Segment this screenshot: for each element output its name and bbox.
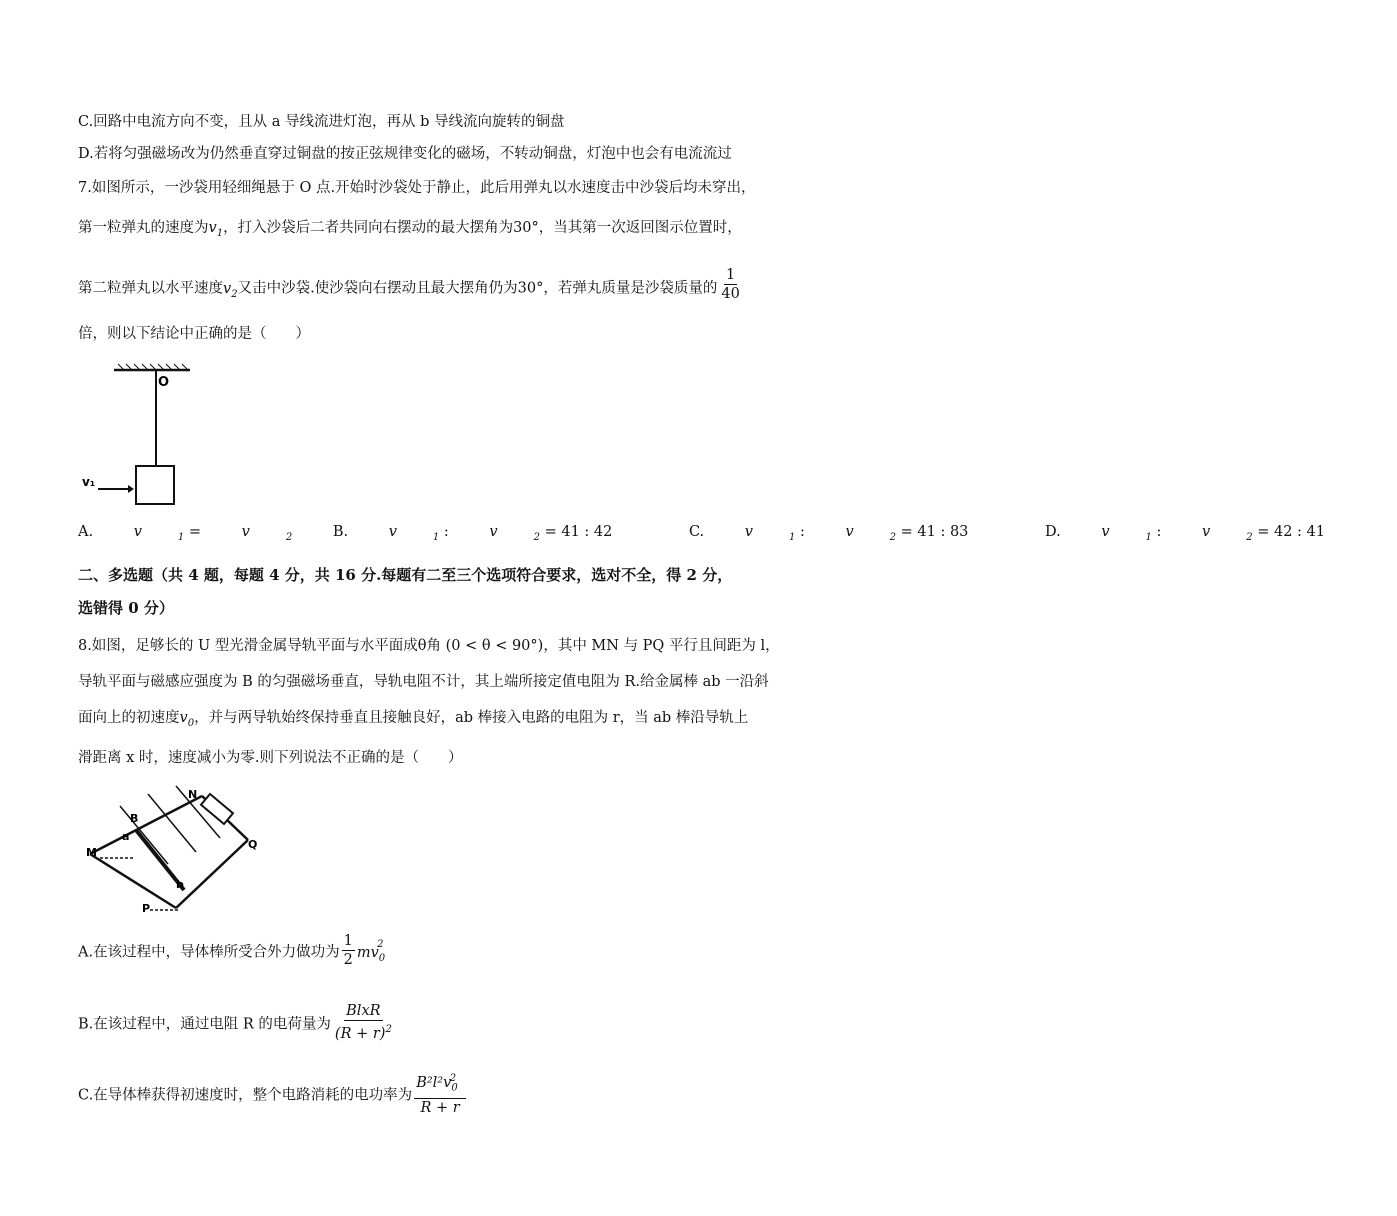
q7-option-a: A. v $_1$ = v $_2$ [78, 524, 293, 543]
q7-option-b: B. v $_1$ : v $_2$ = 41 : 42 [332, 524, 613, 543]
label-p: P [142, 902, 151, 915]
q6-option-c: C.回路中电流方向不变，且从 a 导线流进灯泡，再从 b 导线流向旋转的铜盘 [78, 114, 565, 130]
label-m: M [86, 846, 97, 859]
label-n: N [188, 788, 198, 801]
label-b: B [130, 812, 139, 825]
q7-line-4: 倍，则以下结论中正确的是（ ） [78, 326, 310, 342]
label-b2: b [176, 878, 184, 891]
q7-line-3a: 第二粒弹丸以水平速度 [78, 280, 223, 297]
label-a: a [122, 830, 130, 843]
var-v1: $v_1$ [208, 220, 224, 239]
q7-line-2a: 第一粒弹丸的速度为 [78, 220, 209, 236]
fraction-1-40: $\frac{1}{40}$ [721, 267, 740, 302]
q8-option-c: C.在导体棒获得初速度时，整个电路消耗的电功率为 $\frac{B^2l^2v_0^2}{R + r}$ [78, 1072, 820, 1119]
q8-line-1: 8.如图，足够长的 U 型光滑金属导轨平面与水平面成θ角 (0 < θ < 90°)，其中 MN 与 PQ 平行且间距为 l， [78, 638, 780, 654]
label-v1: v₁ [82, 475, 96, 489]
q8-line-2: 导轨平面与磁感应强度为 B 的匀强磁场垂直，导轨电阻不计，其上端所接定值电阻为 R.给金属棒 ab 一沿斜 [78, 674, 769, 690]
section-2-heading-2: 选错得 0 分） [78, 599, 174, 617]
pendulum-figure [78, 360, 218, 510]
label-o: O [158, 375, 170, 390]
var-v2: $v_2$ [223, 280, 238, 300]
q8-line-3: 面向上的初速度$v_0$，并与两导轨始终保持垂直且接触良好，ab 棒接入电路的电阻为 r，当 ab 棒沿导轨上 [78, 710, 749, 729]
q6-option-d: D.若将匀强磁场改为仍然垂直穿过铜盘的按正弦规律变化的磁场，不转动铜盘，灯泡中也会有电流流过 [78, 146, 732, 162]
q7-line-3 [78, 267, 820, 307]
q8-line-4: 滑距离 x 时，速度减小为零.则下列说法不正确的是（ ） [78, 750, 463, 766]
section-2-heading-1: 二、多选题（共 4 题，每题 4 分，共 16 分.每题有二至三个选项符合要求，选对不全，得 2 分， [78, 566, 733, 584]
q7-line-1: 7.如图所示，一沙袋用轻细绳悬于 O 点.开始时沙袋处于静止，此后用弹丸以水速度击中沙袋后均未穿出， [78, 180, 756, 196]
q8-option-b: B.在该过程中，通过电阻 R 的电荷量为 $\frac{\text{BlxR}}{(R + r)^2}$ [78, 1003, 392, 1042]
label-q: Q [248, 838, 258, 851]
rail-figure [80, 782, 260, 914]
q7-options [78, 522, 1325, 548]
q7-line-3b: 又击中沙袋.使沙袋向右摆动且最大摆角仍为30°，若弹丸质量是沙袋质量的 [237, 280, 718, 297]
q8-option-a: A.在该过程中，导体棒所受合外力做功为 $\frac{1}{2}$ $mv_0^2$ [78, 933, 386, 968]
q7-option-d: D. v $_1$ : v $_2$ = 42 : 41 [1045, 524, 1325, 543]
q7-line-2b: ，打入沙袋后二者共同向右摆动的最大摆角为30°，当其第一次返回图示位置时， [223, 220, 742, 236]
q7-option-c: C. v $_1$ : v $_2$ = 41 : 83 [688, 524, 969, 543]
q7-line-2 [78, 218, 820, 244]
